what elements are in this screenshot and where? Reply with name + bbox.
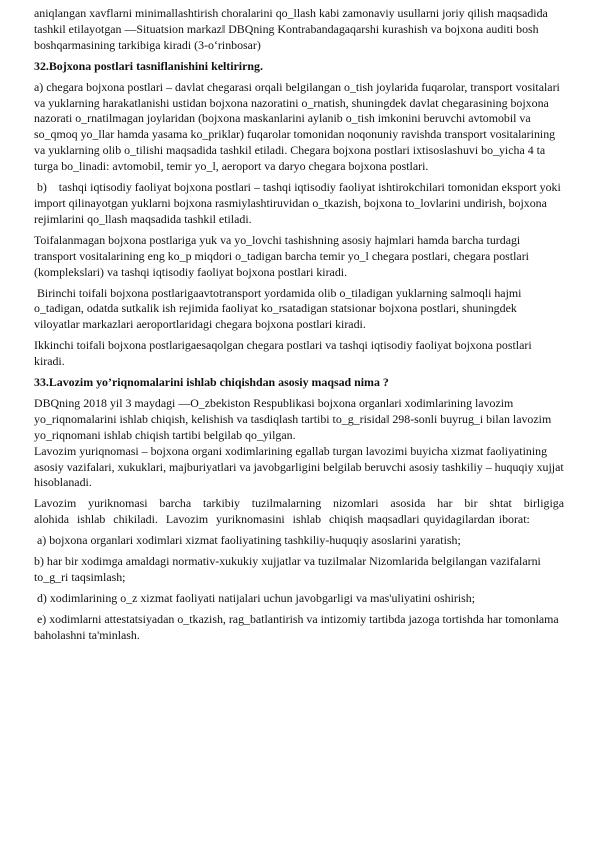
paragraph-tif-postlari: b) tashqi iqtisodiy faoliyat bojxona postlari – tashqi iqtisodiy faoliyat ishtirokchilari tomonidan eksport yoki import qilinayotgan yuklarni bojxona rasmiylashtiruvidan o_tkazish, bojxona to_lovlarini undirish, bojxona rejimlarini qo_llash maqsadida tashkil etiladi. <box>34 180 564 226</box>
list-item-d: d) xodimlarining o_z xizmat faoliyati natijalari uchun javobgarligi va mas'uliyatini oshirish; <box>34 590 476 605</box>
paragraph-buyruq-298: DBQning 2018 yil 3 maydagi ―O_zbekiston Respublikasi bojxona organlari xodimlarining lavozim yo_riqnomalarini ishlab chiqish, kelishish va tasdiqlash tartibi to_g_risida‖ 298-sonli buyrug_i bilan lavozim yo_riqnomani ishlab chiqish tartibi belgilab qo_yilgan. <box>34 395 555 442</box>
list-item-b: b) har bir xodimga amaldagi normativ-xukukiy xujjatlar va tuzilmalar Nizomlarida belgilangan vazifalarni to_g_ri taqsimlash; <box>34 554 544 584</box>
paragraph-ikkinchi-toifa: Ikkinchi toifali bojxona postlarigaesaqolgan chegara postlari va tashqi iqtisodiy faoliyat bojxona postlari kiradi. <box>34 338 535 369</box>
list-item-e: e) xodimlarni attestatsiyadan o_tkazish, rag_batlantirish va intizomiy tartibda jazoga tortishda har tomonlama baholashni ta'minlash. <box>34 611 562 642</box>
paragraph-lavozim-yuriqnomasi: Lavozim yuriqnomasi – bojxona organi xodimlarining egallab turgan lavozimi buyicha xizmat faoliyatining asosiy vazifalari, xukuklari, majburiyatlari va javobgarligini belgilab beruvchi asosiy tashkiliy – huquqiy xujjat hisoblanadi. <box>34 443 567 490</box>
heading-question-32: 32.Bojxona postlari tasniflanishini keltirirng. <box>34 58 263 73</box>
document-page <box>34 6 572 649</box>
paragraph-chegara-postlari: a) chegara bojxona postlari – davlat chegarasi orqali belgilangan o_tish joylarida fuqarolar, transport vositalari va yuklarning harakatlanishi ustidan bojxona nazoratini o_rnatish, shuningdek davlat chegarasining bojxona nazorati o_rnatilmagan joylaridan (bojxona maskanlarini aylanib o_tish imkonini beruvchi avtomobil va so_qmoq yo_llar hamda yasama ko_priklar) fuqarolar tomonidan noqonuniy ravishda transport vositalarining va yuklarning olib o_tilishi maqsadida tashkil etiladi. Chegara bojxona postlari ixtisoslashuvi bo_yicha 4 ta turga bo_linadi: avtomobil, temir yo_l, aeroport va daryo chegara bojxona postlari. <box>34 79 563 174</box>
paragraph-maqsadlar: Lavozim yuriknomasi barcha tarkibiy tuzilmalarning nizomlari asosida har bir shtat birligiga alohida ishlab chikiladi. Lavozim yuriknomasini ishlab chiqish maqsadlari quyidagilardan iborat: <box>34 496 572 527</box>
list-item-a: a) bojxona organlari xodimlari xizmat faoliyatining tashkiliy-huquqiy asoslarini yaratish; <box>34 533 461 548</box>
paragraph-toifalanmagan: Toifalanmagan bojxona postlariga yuk va yo_lovchi tashishning asosiy hajmlari hamda barcha turdagi transport vositalarining eng ko_p miqdori o_tadigan barcha temir yo_l chegara postlari, chegara postlari (komplekslari) va tashqi iqtisodiy faoliyat bojxona postlari kiradi. <box>34 232 532 279</box>
heading-question-33: 33.Lavozim yo’riqnomalarini ishlab chiqishdan asosiy maqsad nima ? <box>34 375 389 390</box>
paragraph-situatsion-markaz: aniqlangan xavflarni minimallashtirish choralarini qo_llash kabi zamonaviy usullarni joriy qilish maqsadida tashkil etilayotgan ―Situatsion markaz‖ DBQning Kontrabandagaqarshi kurashish va bojxona auditi bosh boshqarmasining tarkibiga kiradi (3-o‘rinbosar) <box>34 6 551 52</box>
paragraph-birinchi-toifa: Birinchi toifali bojxona postlarigaavtotransport yordamida olib o_tiladigan yuklarning salmoqli hajmi o_tadigan, odatda sutkalik ish rejimida faoliyat ko_rsatadigan statsionar bojxona postlari, shuningdek viloyatlar markazlari aeroportlaridagi chegara bojxona postlari kiradi. <box>34 285 525 332</box>
